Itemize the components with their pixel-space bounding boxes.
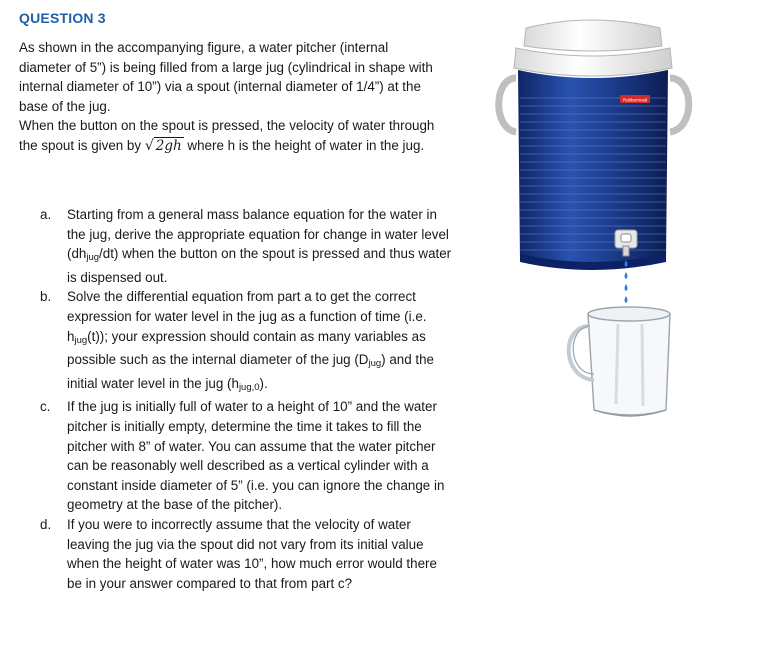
brand-label: Rubbermaid <box>622 97 648 103</box>
velocity-text-after: where h is the height of water in the jug. <box>187 137 425 153</box>
problem-statement <box>19 38 439 157</box>
part-b-text: (t)); your expression should contain as many variables as possible such as the internal diameter of the jug (D <box>67 328 426 368</box>
part-b <box>40 287 452 397</box>
part-marker: c. <box>40 399 51 415</box>
part-a-text: /dt) when the button on the spout is pressed and thus water is dispensed out. <box>67 246 452 285</box>
figure-illustration <box>470 8 706 448</box>
part-marker: a. <box>40 207 52 222</box>
part-a <box>40 205 452 287</box>
subscript: jug <box>86 252 100 264</box>
intro-paragraph-2 <box>19 116 439 156</box>
question-heading: QUESTION 3 <box>19 10 106 26</box>
spout-button <box>621 234 631 242</box>
part-c <box>40 397 452 515</box>
water-pitcher <box>569 307 670 416</box>
jug-lid-rim <box>514 48 672 76</box>
subscript: jug <box>74 334 88 346</box>
jug-and-pitcher-figure <box>470 8 706 448</box>
part-d-text: If you were to incorrectly assume that the velocity of water leaving the jug via the spout did not vary from its initial value when the height of water was 10”, how much error would there be in your answer compared to that from part c? <box>67 516 437 591</box>
velocity-text-before: When the button on the spout is pressed, the velocity of water through the spout is given by <box>19 118 435 153</box>
subscript: jug,0 <box>238 381 260 393</box>
part-marker: b. <box>40 289 52 305</box>
jug-lid-top <box>524 20 662 51</box>
intro-paragraph-1: As shown in the accompanying figure, a water pitcher (internal diameter of 5”) is being filled from a large jug (cylindrical in shape with internal diameter of 10”) via a spout (internal diameter of 1/4”) at the base of the jug. <box>19 40 433 114</box>
velocity-radicand: 2gh <box>155 137 182 154</box>
question-parts <box>40 205 452 593</box>
part-marker: d. <box>40 516 52 532</box>
right-handle <box>670 78 689 132</box>
part-d <box>40 515 452 593</box>
part-b-text: Solve the differential equation from part a to get the correct expression for water level in the jug as a function of time (i.e. h <box>67 289 427 344</box>
subscript: jug <box>368 358 382 370</box>
velocity-formula: √ 2gh <box>144 137 182 154</box>
part-b-text: ) and the initial water level in the jug (h <box>67 352 434 391</box>
spout-nozzle <box>623 246 629 256</box>
part-a-text: Starting from a general mass balance equation for the water in the jug, derive the appropriate equation for change in water level (dh <box>67 207 449 262</box>
left-handle <box>499 78 516 132</box>
part-b-text: ). <box>259 375 268 391</box>
part-c-text: If the jug is initially full of water to a height of 10” and the water pitcher is initially empty, determine the time it takes to fill the pitcher with 8” of water. You can assume that the water pitcher can be reasonably well described as a vertical cylinder with a constant inside diameter of 5” (i.e. you can ignore the change in geometry at the base of the pitcher). <box>67 399 445 513</box>
